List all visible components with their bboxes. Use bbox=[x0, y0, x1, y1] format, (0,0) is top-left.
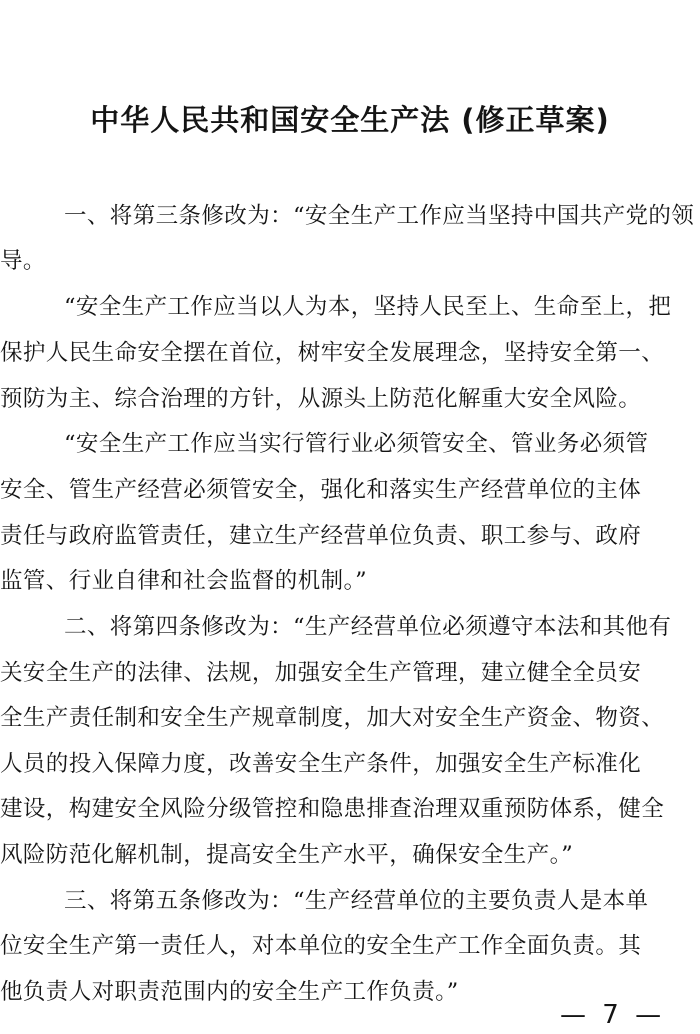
text-line: “安全生产工作应当以人为本，坚持人民至上、生命至上，把 bbox=[64, 294, 672, 320]
text-line: 人员的投入保障力度，改善安全生产条件，加强安全生产标准化 bbox=[0, 751, 642, 777]
text-line: 责任与政府监管责任，建立生产经营单位负责、职工参与、政府 bbox=[0, 523, 642, 549]
text-line: 安全、管生产经营必须管安全，强化和落实生产经营单位的主体 bbox=[0, 477, 642, 503]
text-line: 预防为主、综合治理的方针，从源头上防范化解重大安全风险。 bbox=[0, 386, 642, 412]
document-title: 中华人民共和国安全生产法 (修正草案) bbox=[90, 103, 610, 137]
text-line: 一、将第三条修改为：“安全生产工作应当坚持中国共产党的领 bbox=[64, 203, 695, 229]
text-line: “安全生产工作应当实行管行业必须管安全、管业务必须管 bbox=[64, 431, 649, 457]
text-line: 导。 bbox=[0, 248, 46, 274]
text-line: 二、将第四条修改为：“生产经营单位必须遵守本法和其他有 bbox=[64, 614, 672, 640]
page-number: — 7 — bbox=[560, 1000, 666, 1030]
text-line: 三、将第五条修改为：“生产经营单位的主要负责人是本单 bbox=[64, 888, 649, 914]
text-line: 他负责人对职责范围内的安全生产工作负责。” bbox=[0, 979, 459, 1005]
text-line: 全生产责任制和安全生产规章制度，加大对安全生产资金、物资、 bbox=[0, 705, 665, 731]
text-line: 关安全生产的法律、法规，加强安全生产管理，建立健全全员安 bbox=[0, 660, 642, 686]
text-line: 位安全生产第一责任人，对本单位的安全生产工作全面负责。其 bbox=[0, 933, 642, 959]
text-line: 监管、行业自律和社会监督的机制。” bbox=[0, 568, 368, 594]
text-line: 风险防范化解机制，提高安全生产水平，确保安全生产。” bbox=[0, 842, 574, 868]
text-line: 保护人民生命安全摆在首位，树牢安全发展理念，坚持安全第一、 bbox=[0, 340, 665, 366]
text-line: 建设，构建安全风险分级管控和隐患排查治理双重预防体系，健全 bbox=[0, 796, 665, 822]
